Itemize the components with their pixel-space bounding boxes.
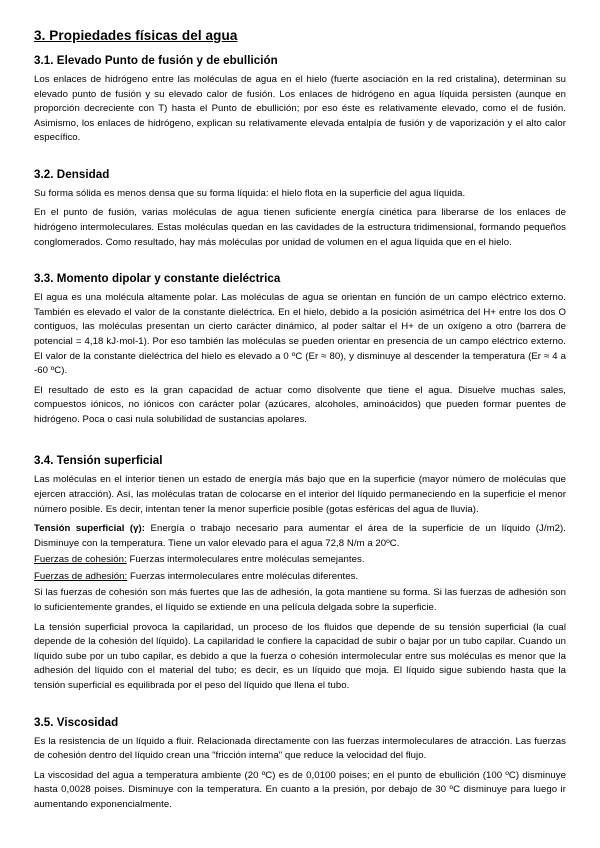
- page-title: 3. Propiedades físicas del agua: [34, 28, 238, 43]
- section-heading-3-5: 3.5. Viscosidad: [34, 715, 119, 729]
- definition-fuerzas-cohesion: [34, 553, 566, 568]
- paragraph: Los enlaces de hidrógeno entre las moléculas de agua en el hielo (fuerte asociación en la red cristalina), determinan su elevado punto de fusión y su elevado calor de fusión. Los enlaces de hidrógeno en agua líquida persisten (aunque en proporción decreciente con T) hasta el Punto de ebullición; por eso éste es relativamente elevado, como el de fusión. Asimismo, los enlaces de hidrógeno, explican su relativamente elevada entalpía de fusión y de vaporización y el alto calor específico.: [34, 74, 566, 144]
- paragraph: Su forma sólida es menos densa que su forma líquida: el hielo flota en la superficie del agua líquida.: [34, 187, 466, 199]
- section-heading-3-1: 3.1. Elevado Punto de fusión y de ebullición: [34, 54, 278, 67]
- definition-term: Fuerzas de cohesión:: [34, 554, 127, 566]
- section-heading-3-3: 3.3. Momento dipolar y constante dieléctrica: [34, 272, 281, 286]
- paragraph: En el punto de fusión, varias moléculas de agua tienen suficiente energía cinética para liberarse de los enlaces de hidrógeno intermoleculares. Estas moléculas quedan en las cavidades de la estructura tridimensional, formando pequeños conglomerados. Como resultado, hay más moléculas por unidad de volumen en el agua líquida que en el hielo.: [34, 207, 566, 248]
- definition-term: Tensión superficial (γ):: [34, 523, 146, 535]
- spacer: [34, 699, 566, 705]
- paragraph: El agua es una molécula altamente polar. Las moléculas de agua se orientan en función de un campo eléctrico externo. También es elevado el valor de la constante dieléctrica. En el hielo, debido a la posición asimétrica del H+ entre los dos O contiguos, las moléculas presentan un cierto carácter dinámico, al poder saltar el H+ de un oxígeno a otro (barrera de potencial = 4,18 kJ·mol-1). Por eso también las moléculas se pueden orientar en presencia de un campo eléctrico externo. El valor de la constante dieléctrica del hielo es elevado a 0 ºC (Er ≈ 80), y disminuye al descender la temperatura (Er ≈ 4 a -60 ºC).: [34, 292, 566, 377]
- definition-text: Energía o trabajo necesario para aumentar el área de la superficie de un líquido (J/m2). Disminuye con la temperatura. Tiene un valor elevado para el agua 72,8 N/m a 20ºC.: [34, 523, 566, 549]
- paragraph: Es la resistencia de un líquido a fluir. Relacionada directamente con las fuerzas intermoleculares de atracción. Las fuerzas de cohesión dentro del líquido crean una "fricción interna" que reduce la velocidad del flujo.: [34, 735, 566, 762]
- paragraph: La tensión superficial provoca la capilaridad, un proceso de los fluidos que depende de su tensión superficial (la cual depende de la cohesión del líquido). La capilaridad le confiere la capacidad de subir o bajar por un tubo capilar. Cuando un líquido sube por un tubo capilar, es debido a que la fuerza o cohesión intermolecular entre sus moléculas es menor que la adhesión del líquido con el material del tubo; es decir, es un líquido que moja. El líquido sigue subiendo hasta que la tensión superficial es equilibrada por el peso del líquido que llena el tubo.: [34, 621, 566, 691]
- definition-term: Fuerzas de adhesión:: [34, 570, 128, 582]
- spacer: [34, 255, 566, 261]
- spacer: [34, 432, 566, 443]
- paragraph: Si las fuerzas de cohesión son más fuertes que las de adhesión, la gota mantiene su forma. Si las fuerzas de adhesión son lo suficientemente grandes, el líquido se extiende en una película delgada sobre la superficie.: [34, 587, 566, 614]
- paragraph: Las moléculas en el interior tienen un estado de energía más bajo que en la superficie (mayor número de moléculas que ejercen atracción). Así, las moléculas tratan de colocarse en el interior del líquido permaneciendo en la superficie el menor número posible. Es decir, intentan tener la menor superficie posible (gotas esféricas del agua de lluvia).: [34, 474, 566, 515]
- section-heading-3-2: 3.2. Densidad: [34, 167, 110, 181]
- definition-text: Fuerzas intermoleculares entre moléculas diferentes.: [127, 570, 359, 582]
- paragraph: El resultado de esto es la gran capacidad de actuar como disolvente que tiene el agua. Disuelve muchas sales, compuestos iónicos, no iónicos con carácter polar (azúcares, alcoholes, aminoácidos) que pueden formar puentes de hidrógeno. Poca o casi nula solubilidad de sustancias apolares.: [34, 384, 566, 425]
- definition-fuerzas-adhesion: [34, 570, 566, 585]
- definition-text: Fuerzas intermoleculares entre moléculas semejantes.: [126, 554, 365, 566]
- definition-tension-superficial: [34, 522, 566, 551]
- section-heading-3-4: 3.4. Tensión superficial: [34, 454, 163, 468]
- paragraph: La viscosidad del agua a temperatura ambiente (20 ºC) es de 0,0100 poises; en el punto de ebullición (100 ºC) disminuye hasta 0,0028 poises. Disminuye con la temperatura. En cuanto a la presión, por debajo de 30 ºC disminuye para luego ir aumentando exponencialmente.: [34, 769, 566, 810]
- spacer: [34, 151, 566, 157]
